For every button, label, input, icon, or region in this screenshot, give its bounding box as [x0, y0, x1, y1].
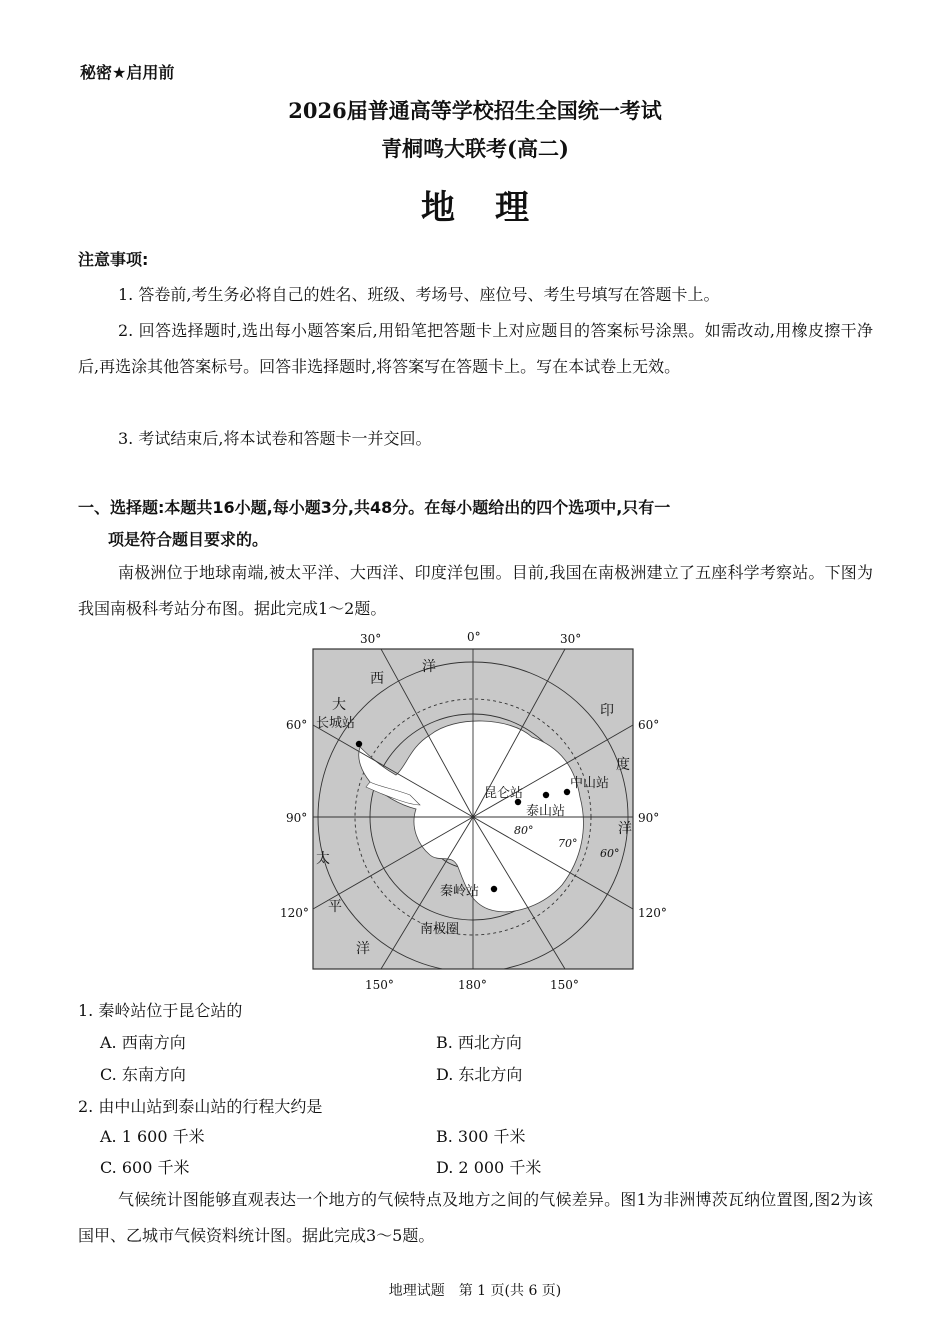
exam-title: 2026届普通高等学校招生全国统一考试 — [288, 98, 662, 123]
lon-label-left-120: 120° — [280, 906, 309, 920]
lon-label-right-120: 120° — [638, 906, 667, 920]
lon-label-top-mid: 0° — [467, 630, 481, 644]
station-taishan-dot — [543, 792, 549, 798]
station-great-wall-dot — [356, 741, 362, 747]
lat-label-60: 60° — [600, 847, 620, 860]
lon-label-bot-right: 150° — [550, 978, 579, 992]
question-intro: 南极洲位于地球南端,被太平洋、大西洋、印度洋包围。目前,我国在南极洲建立了五座科学考察站。下图为我国南极科考站分布图。据此完成1～2题。 — [78, 563, 873, 618]
ocean-indian-char-2: 度 — [616, 757, 630, 773]
ocean-indian-char-3: 洋 — [618, 821, 632, 837]
ocean-pacific-char-1: 太 — [316, 851, 330, 867]
lat-label-70: 70° — [558, 837, 578, 850]
subject-title: 地理 — [421, 188, 569, 228]
ocean-atlantic-char-3: 洋 — [422, 659, 436, 675]
ocean-atlantic-char-2: 西 — [370, 671, 384, 687]
question-2-option-a: A. 1 600 千米 — [100, 1127, 205, 1146]
notice-item-3: 3. 考试结束后,将本试卷和答题卡一并交回。 — [118, 429, 432, 448]
question-2-option-b: B. 300 千米 — [436, 1127, 526, 1146]
page-footer: 地理试题 第 1 页(共 6 页) — [388, 1283, 562, 1299]
exam-subtitle: 青桐鸣大联考(高二) — [381, 136, 569, 161]
question-1-option-a: A. 西南方向 — [100, 1033, 186, 1052]
station-qinling-dot — [491, 886, 497, 892]
lon-label-top-left: 30° — [360, 632, 382, 646]
station-kunlun-label: 昆仑站 — [484, 786, 524, 801]
lon-label-right-90: 90° — [638, 811, 660, 825]
question-2-stem: 2. 由中山站到泰山站的行程大约是 — [78, 1097, 323, 1116]
lat-label-80: 80° — [514, 824, 534, 837]
section-heading-line2: 项是符合题目要求的。 — [108, 530, 269, 549]
secret-label: 秘密★启用前 — [80, 63, 175, 82]
notice-item-1: 1. 答卷前,考生务必将自己的姓名、班级、考场号、座位号、考生号填写在答题卡上。 — [118, 285, 720, 304]
ocean-pacific-char-2: 平 — [328, 899, 342, 915]
notice-heading: 注意事项: — [78, 250, 149, 269]
station-great-wall-label: 长城站 — [316, 716, 356, 731]
section-heading — [78, 492, 873, 556]
antarctic-circle-label: 南极圈 — [420, 922, 460, 937]
question-2-option-d: D. 2 000 千米 — [436, 1158, 542, 1177]
lon-label-left-60: 60° — [286, 718, 308, 732]
station-qinling-label: 秦岭站 — [440, 884, 480, 899]
lon-label-left-90: 90° — [286, 811, 308, 825]
ocean-indian-char-1: 印 — [600, 703, 614, 719]
lon-label-bot-mid: 180° — [458, 978, 487, 992]
lon-label-top-right: 30° — [560, 632, 582, 646]
question-2-option-c: C. 600 千米 — [100, 1158, 190, 1177]
question-intro-3-5: 气候统计图能够直观表达一个地方的气候特点及地方之间的气候差异。图1为非洲博茨瓦纳位置图,图2为该国甲、乙城市气候资料统计图。据此完成3～5题。 — [78, 1190, 873, 1245]
question-1-stem: 1. 秦岭站位于昆仑站的 — [78, 1001, 243, 1020]
section-heading-line1: 一、选择题:本题共16小题,每小题3分,共48分。在每小题给出的四个选项中,只有一 — [78, 498, 671, 517]
antarctica-station-map — [270, 627, 670, 997]
notice-item-2: 2. 回答选择题时,选出每小题答案后,用铅笔把答题卡上对应题目的答案标号涂黑。如需改动,用橡皮擦干净后,再选涂其他答案标号。回答非选择题时,将答案写在答题卡上。写在本试卷上无效。 — [78, 321, 873, 376]
lon-label-bot-left: 150° — [365, 978, 394, 992]
station-taishan-label: 泰山站 — [526, 804, 566, 819]
ocean-pacific-char-3: 洋 — [356, 941, 370, 957]
ocean-atlantic-char-1: 大 — [332, 697, 346, 713]
question-1-option-d: D. 东北方向 — [436, 1065, 523, 1084]
station-zhongshan-label: 中山站 — [570, 776, 610, 791]
question-1-option-c: C. 东南方向 — [100, 1065, 186, 1084]
lon-label-right-60: 60° — [638, 718, 660, 732]
question-1-option-b: B. 西北方向 — [436, 1033, 522, 1052]
